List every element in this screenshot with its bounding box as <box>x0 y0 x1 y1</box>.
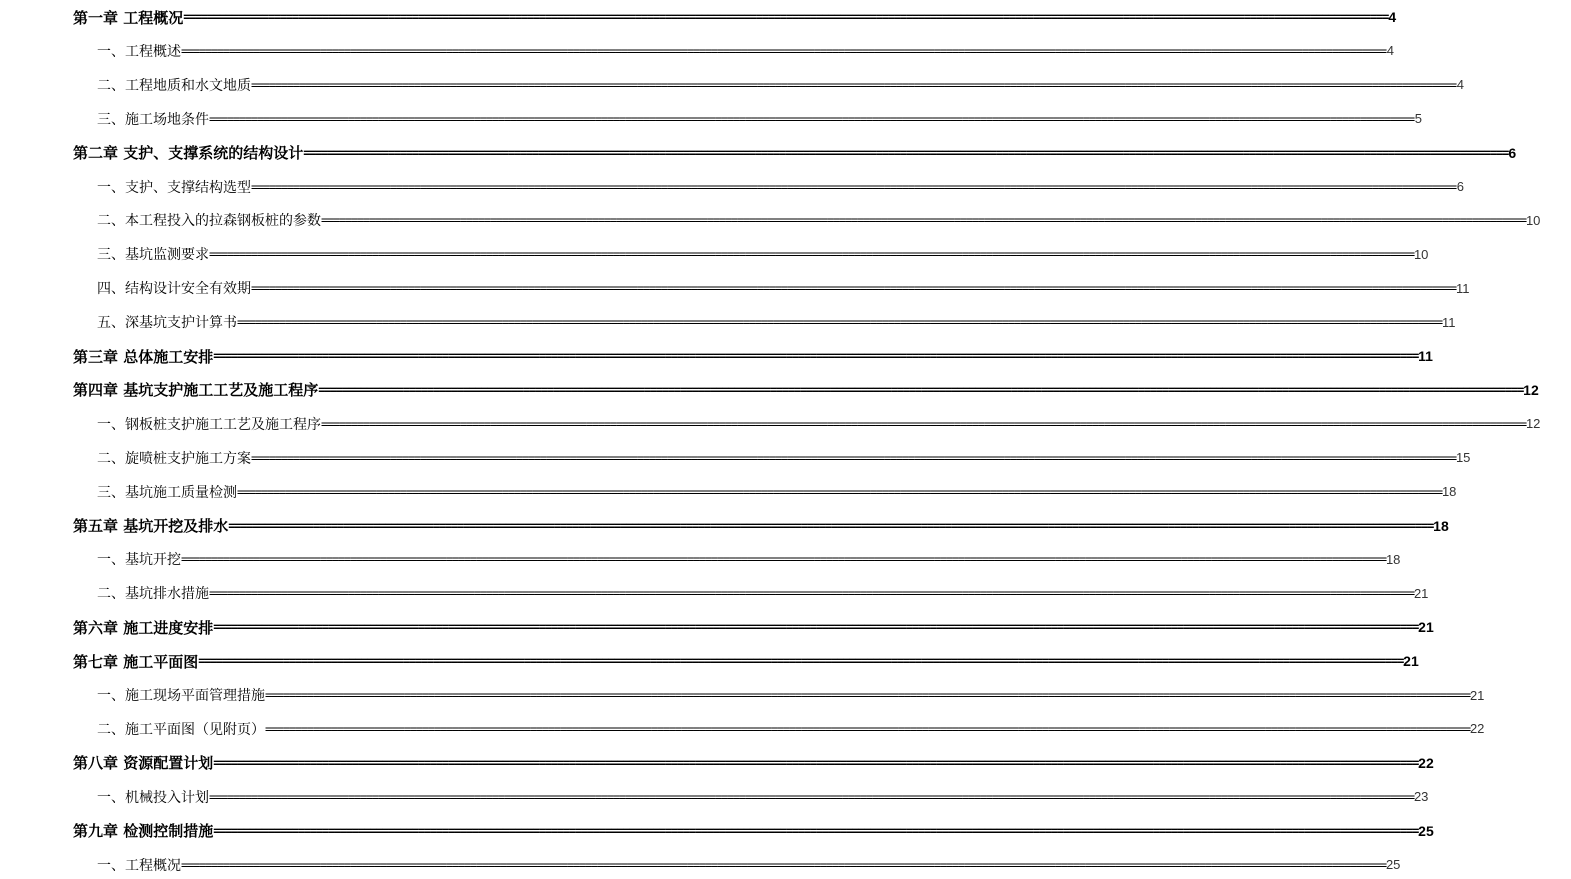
toc-leader: ======================================================================================================================================================================================================== <box>265 688 1470 702</box>
toc-entry-label: 三、基坑监测要求 <box>97 247 209 264</box>
toc-entry-label: 第二章 支护、支撑系统的结构设计 <box>73 144 304 163</box>
toc-leader: ======================================================================================================================================================================================================== <box>209 789 1414 804</box>
toc-entry-page: 22 <box>1418 754 1434 771</box>
toc-entry[interactable] <box>0 446 1471 470</box>
toc-leader: ======================================================================================================================================================================================================== <box>213 620 1419 635</box>
toc-entry[interactable] <box>0 547 1401 571</box>
toc-entry[interactable] <box>0 615 1434 639</box>
toc-leader: ======================================================================================================================================================================================================== <box>228 518 1434 533</box>
toc-leader: ======================================================================================================================================================================================================== <box>251 281 1456 296</box>
toc-entry[interactable] <box>0 208 1541 232</box>
toc-entry[interactable] <box>0 141 1517 165</box>
toc-leader: ======================================================================================================================================================================================================== <box>251 179 1456 194</box>
toc-leader: ======================================================================================================================================================================================================== <box>213 755 1419 770</box>
toc-leader: ======================================================================================================================================================================================================== <box>237 315 1442 330</box>
toc-entry[interactable] <box>0 107 1422 131</box>
toc-entry[interactable] <box>0 581 1429 605</box>
toc-entry-page: 23 <box>1413 789 1429 805</box>
toc-entry-page: 4 <box>1388 9 1397 25</box>
toc-leader: ======================================================================================================================================================================================================== <box>209 586 1414 601</box>
toc-entry-label: 二、工程地质和水文地质 <box>97 77 251 94</box>
toc-entry-page: 6 <box>1456 179 1464 194</box>
toc-entry[interactable] <box>0 73 1464 97</box>
toc-entry-page: 18 <box>1385 551 1401 567</box>
toc-entry-label: 一、基坑开挖 <box>97 552 181 569</box>
toc-entry-page: 10 <box>1525 212 1541 228</box>
toc-entry-page: 4 <box>1456 77 1464 93</box>
toc-entry[interactable] <box>0 242 1429 266</box>
toc-entry-label: 五、深基坑支护计算书 <box>97 315 237 332</box>
toc-entry-page: 4 <box>1386 43 1394 59</box>
toc-leader: ======================================================================================================================================================================================================== <box>237 484 1442 499</box>
toc-entry-page: 12 <box>1523 381 1539 398</box>
toc-leader: ======================================================================================================================================================================================================== <box>181 552 1386 567</box>
toc-leader: ======================================================================================================================================================================================================== <box>303 145 1509 160</box>
toc-leader: ======================================================================================================================================================================================================== <box>209 111 1414 126</box>
toc-leader: ======================================================================================================================================================================================================== <box>265 721 1470 736</box>
toc-entry-label: 第七章 施工平面图 <box>73 652 199 671</box>
toc-entry[interactable] <box>0 310 1456 334</box>
toc-leader: ======================================================================================================================================================================================================== <box>321 416 1526 431</box>
toc-entry[interactable] <box>0 785 1429 809</box>
toc-entry-page: 6 <box>1508 144 1517 161</box>
toc-entry[interactable] <box>0 649 1419 673</box>
toc-entry[interactable] <box>0 819 1434 843</box>
toc-entry[interactable] <box>0 514 1449 538</box>
toc-entry-label: 三、基坑施工质量检测 <box>97 484 237 501</box>
toc-entry-label: 一、机械投入计划 <box>97 789 209 806</box>
toc-entry[interactable] <box>0 717 1485 741</box>
toc-leader: ======================================================================================================================================================================================================== <box>321 213 1526 228</box>
toc-leader: ======================================================================================================================================================================================================== <box>213 349 1419 363</box>
toc-entry-page: 5 <box>1414 111 1422 127</box>
toc-entry-label: 第八章 资源配置计划 <box>73 754 214 773</box>
toc-entry-label: 一、施工现场平面管理措施 <box>97 688 265 704</box>
toc-entry-label: 第六章 施工进度安排 <box>73 618 214 637</box>
toc-entry-page: 21 <box>1403 653 1419 670</box>
toc-entry-label: 第三章 总体施工安排 <box>73 347 214 366</box>
toc-entry-label: 一、钢板桩支护施工工艺及施工程序 <box>97 416 321 433</box>
toc-entry[interactable] <box>0 683 1485 707</box>
toc-entry-page: 11 <box>1441 314 1456 330</box>
toc-leader: ======================================================================================================================================================================================================== <box>181 43 1386 58</box>
toc-entry-page: 18 <box>1441 484 1457 500</box>
toc-leader: ======================================================================================================================================================================================================== <box>251 450 1456 465</box>
toc-entry-page: 25 <box>1418 822 1434 839</box>
toc-entry-label: 四、结构设计安全有效期 <box>97 281 251 298</box>
toc-entry[interactable] <box>0 751 1434 775</box>
toc-entry-page: 25 <box>1385 857 1401 872</box>
toc-entry[interactable] <box>0 412 1541 436</box>
toc-entry-page: 22 <box>1469 721 1485 737</box>
toc-entry-label: 第九章 检测控制措施 <box>73 822 214 841</box>
toc-entry-label: 二、基坑排水措施 <box>97 586 209 603</box>
toc-entry-page: 21 <box>1413 585 1429 601</box>
toc-entry-page: 21 <box>1418 619 1434 636</box>
toc-entry[interactable] <box>0 480 1457 504</box>
toc-entry[interactable] <box>0 344 1433 368</box>
toc-entry-label: 三、施工场地条件 <box>97 111 209 128</box>
toc-leader: ======================================================================================================================================================================================================== <box>251 77 1456 92</box>
toc-entry-label: 一、工程概述 <box>97 43 181 60</box>
toc-leader: ======================================================================================================================================================================================================== <box>209 247 1414 262</box>
toc-entry-page: 10 <box>1413 246 1429 262</box>
toc-leader: ======================================================================================================================================================================================================== <box>181 857 1386 872</box>
toc-entry-label: 一、支护、支撑结构选型 <box>97 179 251 196</box>
toc-entry-page: 12 <box>1525 416 1541 432</box>
toc-entry-label: 第五章 基坑开挖及排水 <box>73 517 229 535</box>
toc-entry[interactable] <box>0 39 1394 63</box>
toc-entry-label: 第一章 工程概况 <box>73 8 184 27</box>
toc-leader: ======================================================================================================================================================================================================== <box>183 10 1389 24</box>
toc-entry[interactable] <box>0 853 1401 877</box>
toc-entry-label: 二、旋喷桩支护施工方案 <box>97 450 251 467</box>
toc-entry-page: 21 <box>1469 687 1485 703</box>
toc-entry-label: 一、工程概况 <box>97 857 181 874</box>
toc-leader: ======================================================================================================================================================================================================== <box>213 823 1419 838</box>
toc-entry-page: 15 <box>1455 450 1471 466</box>
toc-entry-label: 二、本工程投入的拉森钢板桩的参数 <box>97 213 321 230</box>
toc-leader: ======================================================================================================================================================================================================== <box>318 382 1524 397</box>
toc-entry-label: 第四章 基坑支护施工工艺及施工程序 <box>73 381 319 400</box>
toc-entry[interactable] <box>0 175 1464 199</box>
toc-entry[interactable] <box>0 378 1539 402</box>
toc-entry-page: 11 <box>1455 280 1470 296</box>
toc-leader: ======================================================================================================================================================================================================== <box>198 654 1404 669</box>
toc-entry-page: 18 <box>1433 517 1449 534</box>
toc-entry[interactable] <box>0 276 1470 300</box>
toc-entry[interactable] <box>0 5 1397 29</box>
toc-entry-page: 11 <box>1418 348 1433 364</box>
toc-entry-label: 二、施工平面图（见附页） <box>97 721 265 738</box>
